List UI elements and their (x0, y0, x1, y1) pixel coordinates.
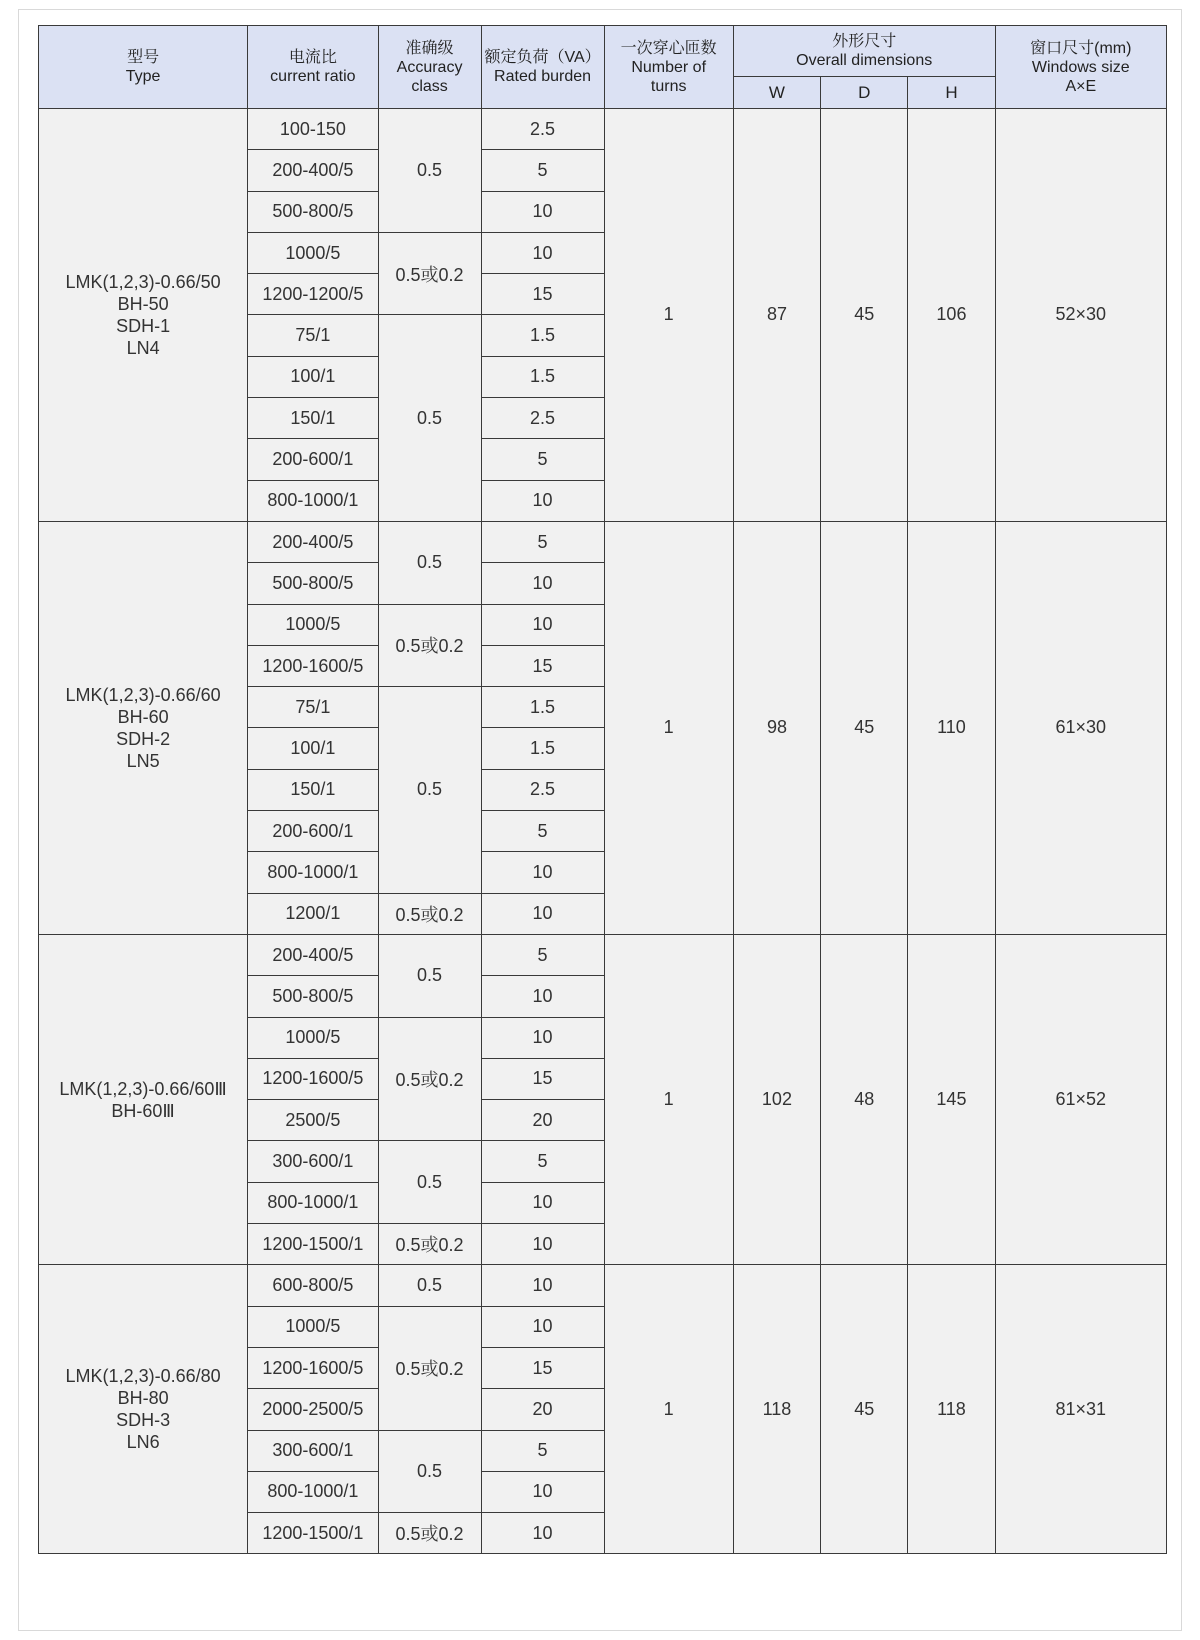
accuracy-class-cell: 0.5或0.2 (378, 232, 481, 315)
type-cell (39, 1265, 248, 1554)
type-line: SDH-1 (116, 315, 171, 336)
window-size-cell: 61×52 (995, 934, 1166, 1264)
dim-d-cell: 45 (821, 521, 908, 934)
type-line: BH-80 (117, 1388, 169, 1409)
current-ratio-cell: 600-800/5 (248, 1265, 378, 1306)
header-number-of-turns: 一次穿心匝数 Number of turns (604, 26, 733, 109)
type-line: LN5 (126, 750, 160, 771)
dim-h-cell: 145 (908, 934, 995, 1264)
header-windows-size: 窗口尺寸(mm) Windows size A×E (995, 26, 1166, 109)
rated-burden-cell: 15 (481, 274, 604, 315)
rated-burden-cell: 10 (481, 604, 604, 645)
current-ratio-cell: 1000/5 (248, 232, 378, 273)
type-line: LMK(1,2,3)-0.66/60 (65, 684, 221, 705)
current-ratio-cell: 800-1000/1 (248, 1182, 378, 1223)
accuracy-class-cell: 0.5 (378, 1430, 481, 1513)
current-ratio-cell: 2500/5 (248, 1100, 378, 1141)
current-ratio-cell: 800-1000/1 (248, 852, 378, 893)
header-accuracy-class: 准确级 Accuracy class (378, 26, 481, 109)
accuracy-class-cell: 0.5 (378, 521, 481, 604)
rated-burden-cell: 10 (481, 976, 604, 1017)
rated-burden-cell: 5 (481, 521, 604, 562)
rated-burden-cell: 10 (481, 1513, 604, 1554)
rated-burden-cell: 10 (481, 1471, 604, 1512)
header-dim-w: W (733, 77, 820, 109)
dim-w-cell: 118 (733, 1265, 820, 1554)
type-line: LMK(1,2,3)-0.66/50 (65, 271, 221, 292)
accuracy-class-cell: 0.5 (378, 1265, 481, 1306)
window-size-cell: 52×30 (995, 109, 1166, 522)
header-type: 型号 Type (39, 26, 248, 109)
type-line: SDH-3 (116, 1410, 171, 1431)
type-cell (39, 109, 248, 522)
current-ratio-cell: 1200/1 (248, 893, 378, 934)
current-ratio-cell: 300-600/1 (248, 1430, 378, 1471)
current-ratio-cell: 1000/5 (248, 604, 378, 645)
current-ratio-cell: 1200-1600/5 (248, 1347, 378, 1388)
rated-burden-cell: 5 (481, 1430, 604, 1471)
rated-burden-cell: 2.5 (481, 398, 604, 439)
accuracy-class-cell: 0.5 (378, 315, 481, 521)
current-ratio-cell: 100-150 (248, 109, 378, 150)
current-ratio-cell: 1200-1600/5 (248, 645, 378, 686)
accuracy-class-cell: 0.5或0.2 (378, 604, 481, 687)
accuracy-class-cell: 0.5或0.2 (378, 1513, 481, 1554)
rated-burden-cell: 20 (481, 1389, 604, 1430)
table-row (39, 109, 1167, 150)
window-size-cell: 81×31 (995, 1265, 1166, 1554)
rated-burden-cell: 10 (481, 191, 604, 232)
current-ratio-cell: 1000/5 (248, 1306, 378, 1347)
rated-burden-cell: 5 (481, 934, 604, 975)
rated-burden-cell: 2.5 (481, 769, 604, 810)
current-ratio-cell: 300-600/1 (248, 1141, 378, 1182)
header-rated-burden: 额定负荷（VA） Rated burden (481, 26, 604, 109)
accuracy-class-cell: 0.5或0.2 (378, 1306, 481, 1430)
rated-burden-cell: 5 (481, 439, 604, 480)
rated-burden-cell: 10 (481, 1306, 604, 1347)
current-ratio-cell: 75/1 (248, 687, 378, 728)
current-ratio-cell: 1200-1500/1 (248, 1224, 378, 1265)
rated-burden-cell: 15 (481, 1058, 604, 1099)
type-line: LMK(1,2,3)-0.66/80 (65, 1366, 221, 1387)
current-ratio-cell: 100/1 (248, 728, 378, 769)
current-ratio-cell: 1200-1200/5 (248, 274, 378, 315)
dim-w-cell: 87 (733, 109, 820, 522)
accuracy-class-cell: 0.5 (378, 109, 481, 233)
dim-w-cell: 98 (733, 521, 820, 934)
type-line: LMK(1,2,3)-0.66/60Ⅲ (59, 1078, 227, 1099)
current-ratio-cell: 200-400/5 (248, 521, 378, 562)
rated-burden-cell: 10 (481, 232, 604, 273)
rated-burden-cell: 10 (481, 852, 604, 893)
rated-burden-cell: 15 (481, 645, 604, 686)
current-ratio-cell: 2000-2500/5 (248, 1389, 378, 1430)
spec-table (38, 25, 1167, 1554)
dim-h-cell: 106 (908, 109, 995, 522)
current-ratio-cell: 100/1 (248, 356, 378, 397)
current-ratio-cell: 150/1 (248, 398, 378, 439)
header-dim-h: H (908, 77, 995, 109)
turns-cell: 1 (604, 1265, 733, 1554)
dim-h-cell: 118 (908, 1265, 995, 1554)
rated-burden-cell: 10 (481, 1265, 604, 1306)
type-line: SDH-2 (116, 728, 171, 749)
dim-w-cell: 102 (733, 934, 820, 1264)
table-row (39, 934, 1167, 975)
rated-burden-cell: 10 (481, 563, 604, 604)
table-header (39, 26, 1167, 109)
dim-h-cell: 110 (908, 521, 995, 934)
rated-burden-cell: 10 (481, 1182, 604, 1223)
accuracy-class-cell: 0.5或0.2 (378, 1017, 481, 1141)
header-overall-dimensions: 外形尺寸 Overall dimensions (733, 26, 995, 77)
current-ratio-cell: 200-600/1 (248, 811, 378, 852)
accuracy-class-cell: 0.5或0.2 (378, 1224, 481, 1265)
current-ratio-cell: 500-800/5 (248, 976, 378, 1017)
table-body (39, 109, 1167, 1554)
rated-burden-cell: 1.5 (481, 728, 604, 769)
current-ratio-cell: 200-400/5 (248, 150, 378, 191)
turns-cell: 1 (604, 109, 733, 522)
type-cell (39, 521, 248, 934)
current-ratio-cell: 500-800/5 (248, 191, 378, 232)
dim-d-cell: 48 (821, 934, 908, 1264)
rated-burden-cell: 15 (481, 1347, 604, 1388)
type-line: LN6 (126, 1432, 160, 1453)
rated-burden-cell: 10 (481, 1017, 604, 1058)
rated-burden-cell: 20 (481, 1100, 604, 1141)
type-line: BH-60 (117, 706, 169, 727)
current-ratio-cell: 150/1 (248, 769, 378, 810)
rated-burden-cell: 1.5 (481, 315, 604, 356)
rated-burden-cell: 1.5 (481, 356, 604, 397)
current-ratio-cell: 800-1000/1 (248, 1471, 378, 1512)
rated-burden-cell: 10 (481, 893, 604, 934)
current-ratio-cell: 75/1 (248, 315, 378, 356)
turns-cell: 1 (604, 521, 733, 934)
header-current-ratio: 电流比 current ratio (248, 26, 378, 109)
current-ratio-cell: 200-400/5 (248, 934, 378, 975)
rated-burden-cell: 2.5 (481, 109, 604, 150)
rated-burden-cell: 5 (481, 811, 604, 852)
type-line: BH-50 (117, 293, 169, 314)
current-ratio-cell: 1200-1600/5 (248, 1058, 378, 1099)
current-ratio-cell: 1000/5 (248, 1017, 378, 1058)
table-row (39, 521, 1167, 562)
rated-burden-cell: 5 (481, 150, 604, 191)
current-ratio-cell: 500-800/5 (248, 563, 378, 604)
window-size-cell: 61×30 (995, 521, 1166, 934)
table-row (39, 1265, 1167, 1306)
accuracy-class-cell: 0.5 (378, 934, 481, 1017)
current-ratio-cell: 1200-1500/1 (248, 1513, 378, 1554)
turns-cell: 1 (604, 934, 733, 1264)
current-ratio-cell: 200-600/1 (248, 439, 378, 480)
type-cell (39, 934, 248, 1264)
rated-burden-cell: 5 (481, 1141, 604, 1182)
current-ratio-cell: 800-1000/1 (248, 480, 378, 521)
accuracy-class-cell: 0.5或0.2 (378, 893, 481, 934)
type-line: LN4 (126, 337, 160, 358)
rated-burden-cell: 10 (481, 480, 604, 521)
rated-burden-cell: 10 (481, 1224, 604, 1265)
header-dim-d: D (821, 77, 908, 109)
dim-d-cell: 45 (821, 109, 908, 522)
dim-d-cell: 45 (821, 1265, 908, 1554)
accuracy-class-cell: 0.5 (378, 687, 481, 893)
rated-burden-cell: 1.5 (481, 687, 604, 728)
accuracy-class-cell: 0.5 (378, 1141, 481, 1224)
type-line: BH-60Ⅲ (111, 1100, 175, 1121)
